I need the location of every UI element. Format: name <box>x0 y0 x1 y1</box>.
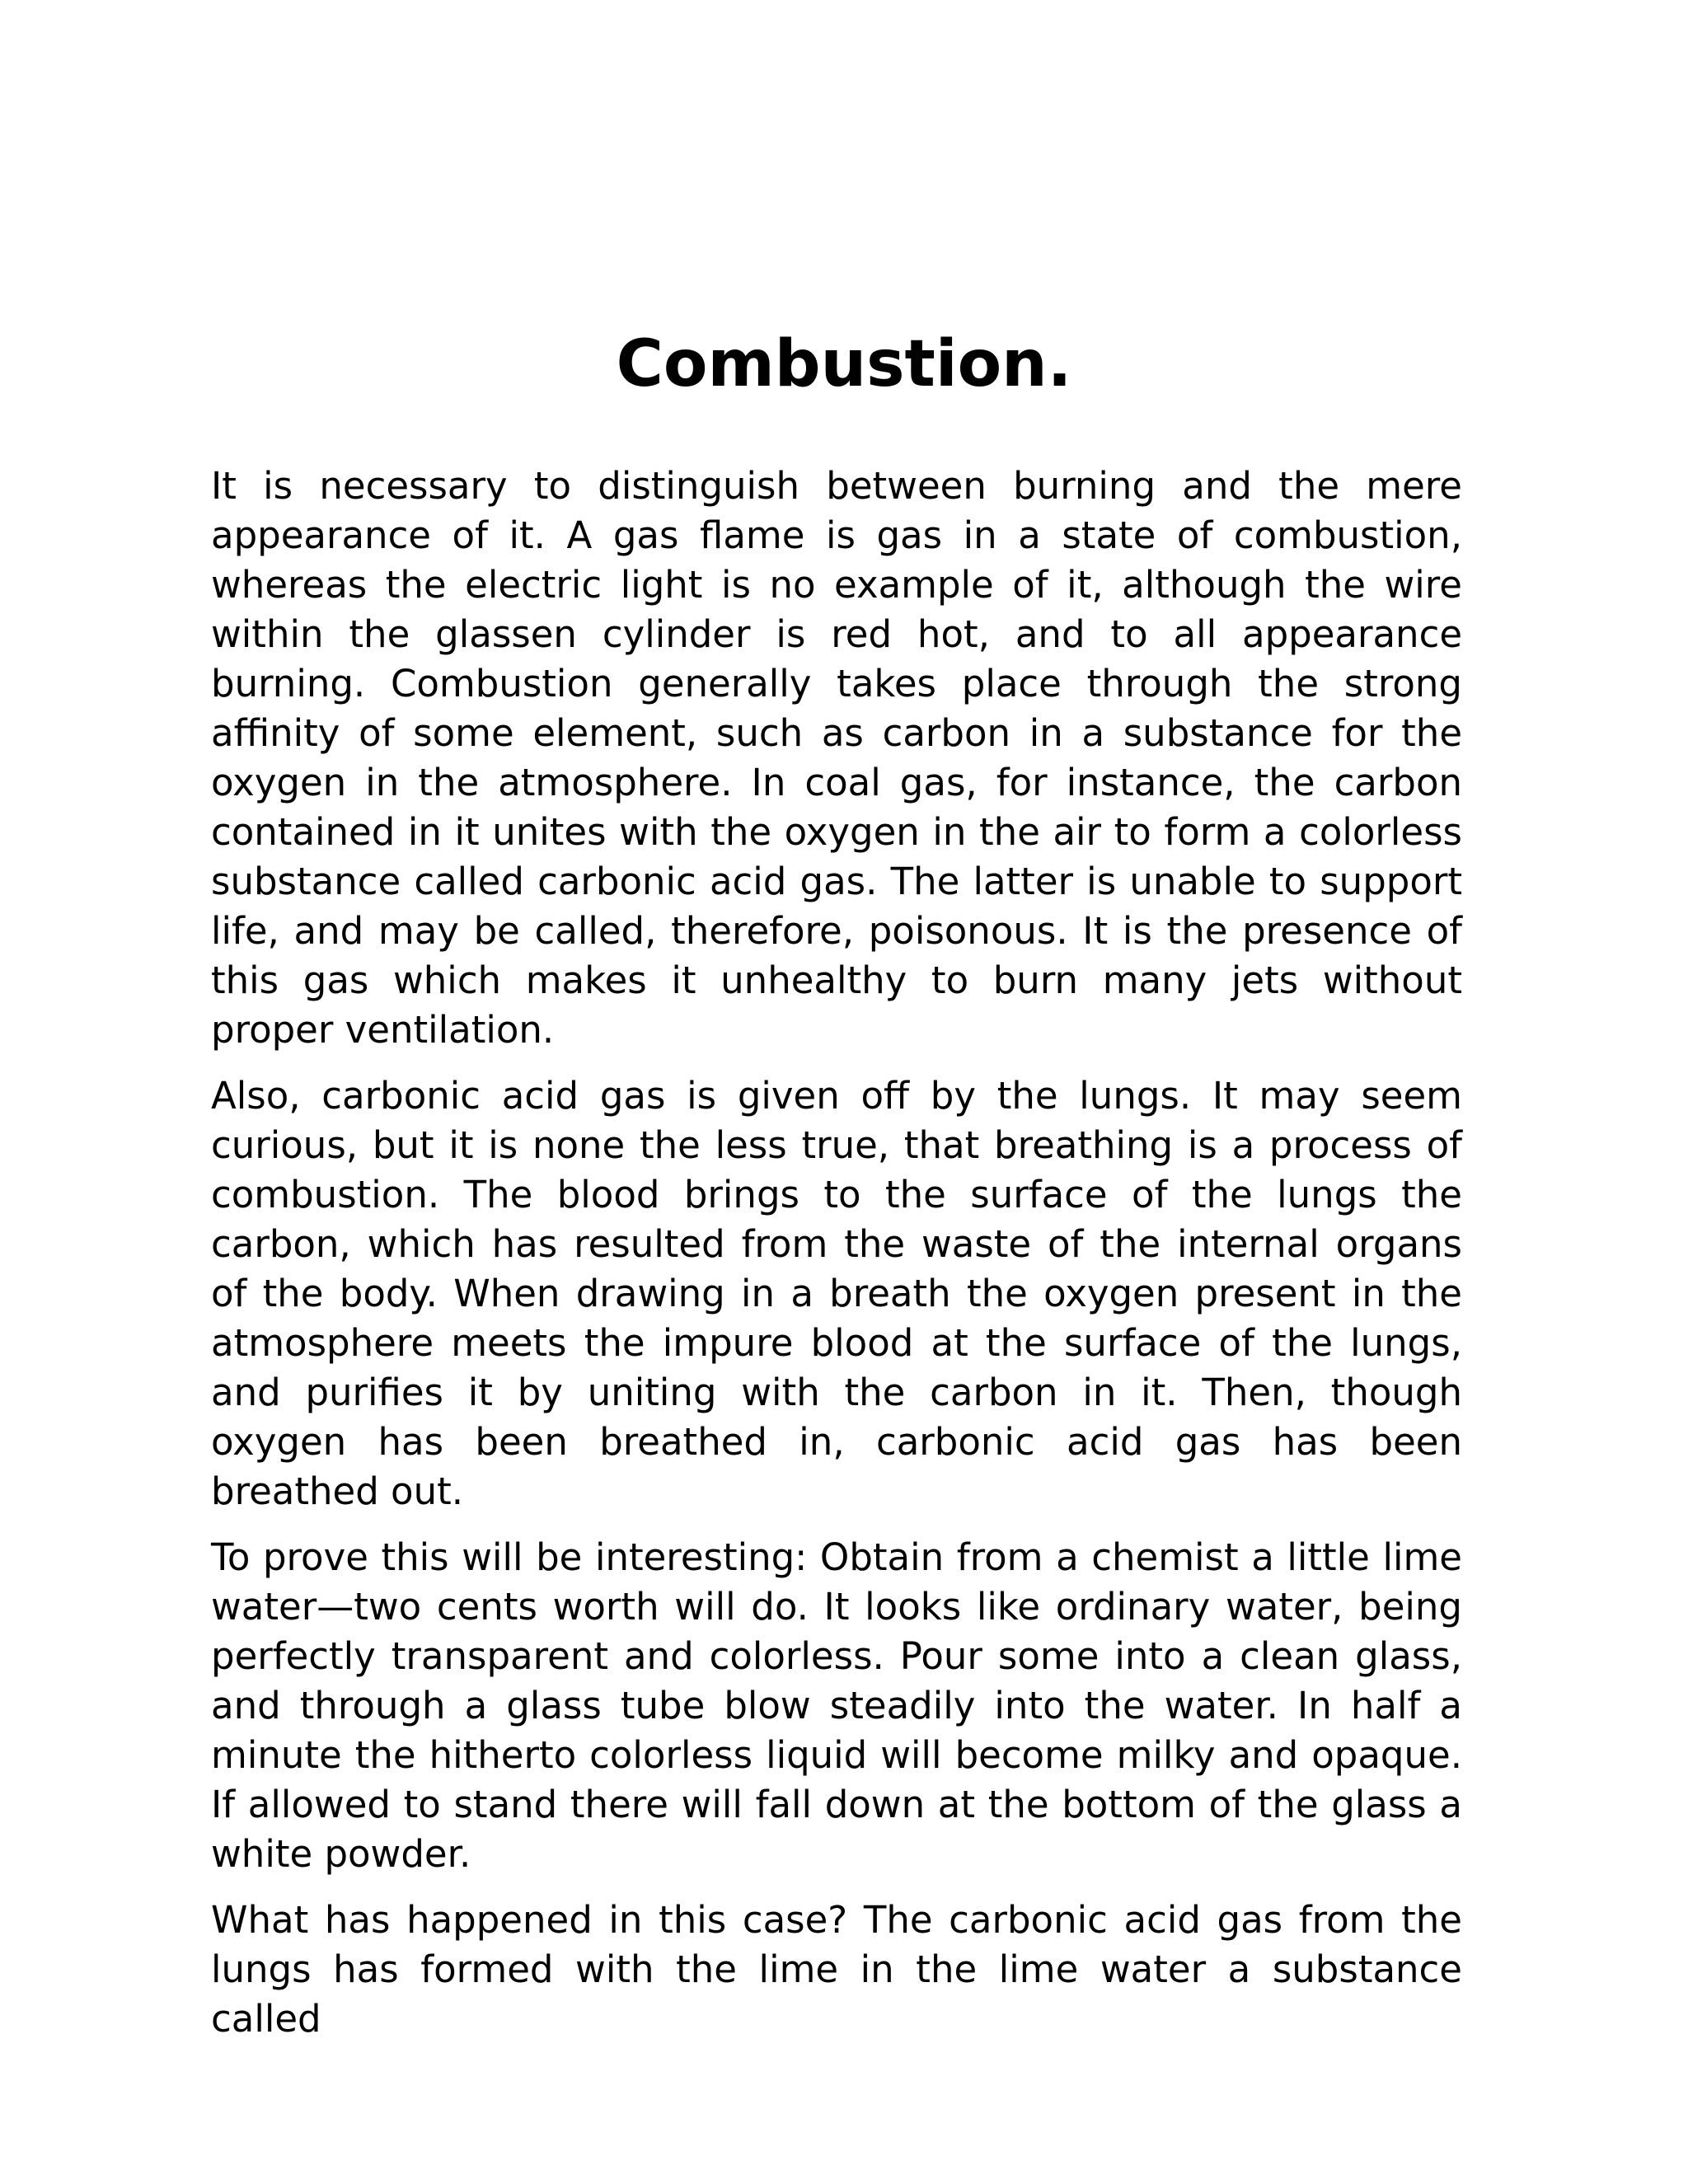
paragraph-3: To prove this will be interesting: Obtain from a chemist a little lime water—two cents worth will do. It looks like ordinary water, being perfectly transparent and colorless. Pour some into a clean glass, and through a glass tube blow steadily into the water. In half a minute the hitherto colorless liquid will become milky and opaque. If allowed to stand there will fall down at the bottom of the glass a white powder. <box>211 1535 1462 1876</box>
paragraph-1: It is necessary to distinguish between burning and the mere appearance of it. A gas flame is gas in a state of combustion, whereas the electric light is no example of it, although the wire within the glassen cylinder is red hot, and to all appearance burning. Combustion generally takes place through the strong affinity of some element, such as carbon in a substance for the oxygen in the atmosphere. In coal gas, for instance, the carbon contained in it unites with the oxygen in the air to form a colorless substance called carbonic acid gas. The latter is unable to support life, and may be called, therefore, poisonous. It is the presence of this gas which makes it unhealthy to burn many jets without proper ventilation. <box>211 464 1462 1052</box>
paragraph-2: Also, carbonic acid gas is given off by the lungs. It may seem curious, but it is none the less true, that breathing is a process of combustion. The blood brings to the surface of the lungs the carbon, which has resulted from the waste of the internal organs of the body. When drawing in a breath the oxygen present in the atmosphere meets the impure blood at the surface of the lungs, and purifies it by uniting with the carbon in it. Then, though oxygen has been breathed in, carbonic acid gas has been breathed out. <box>211 1074 1462 1513</box>
body-text <box>211 462 1462 2060</box>
page-title: Combustion. <box>616 327 1072 401</box>
paragraph-4: What has happened in this case? The carbonic acid gas from the lungs has formed with the lime in the lime water a substance called <box>211 1898 1462 2041</box>
